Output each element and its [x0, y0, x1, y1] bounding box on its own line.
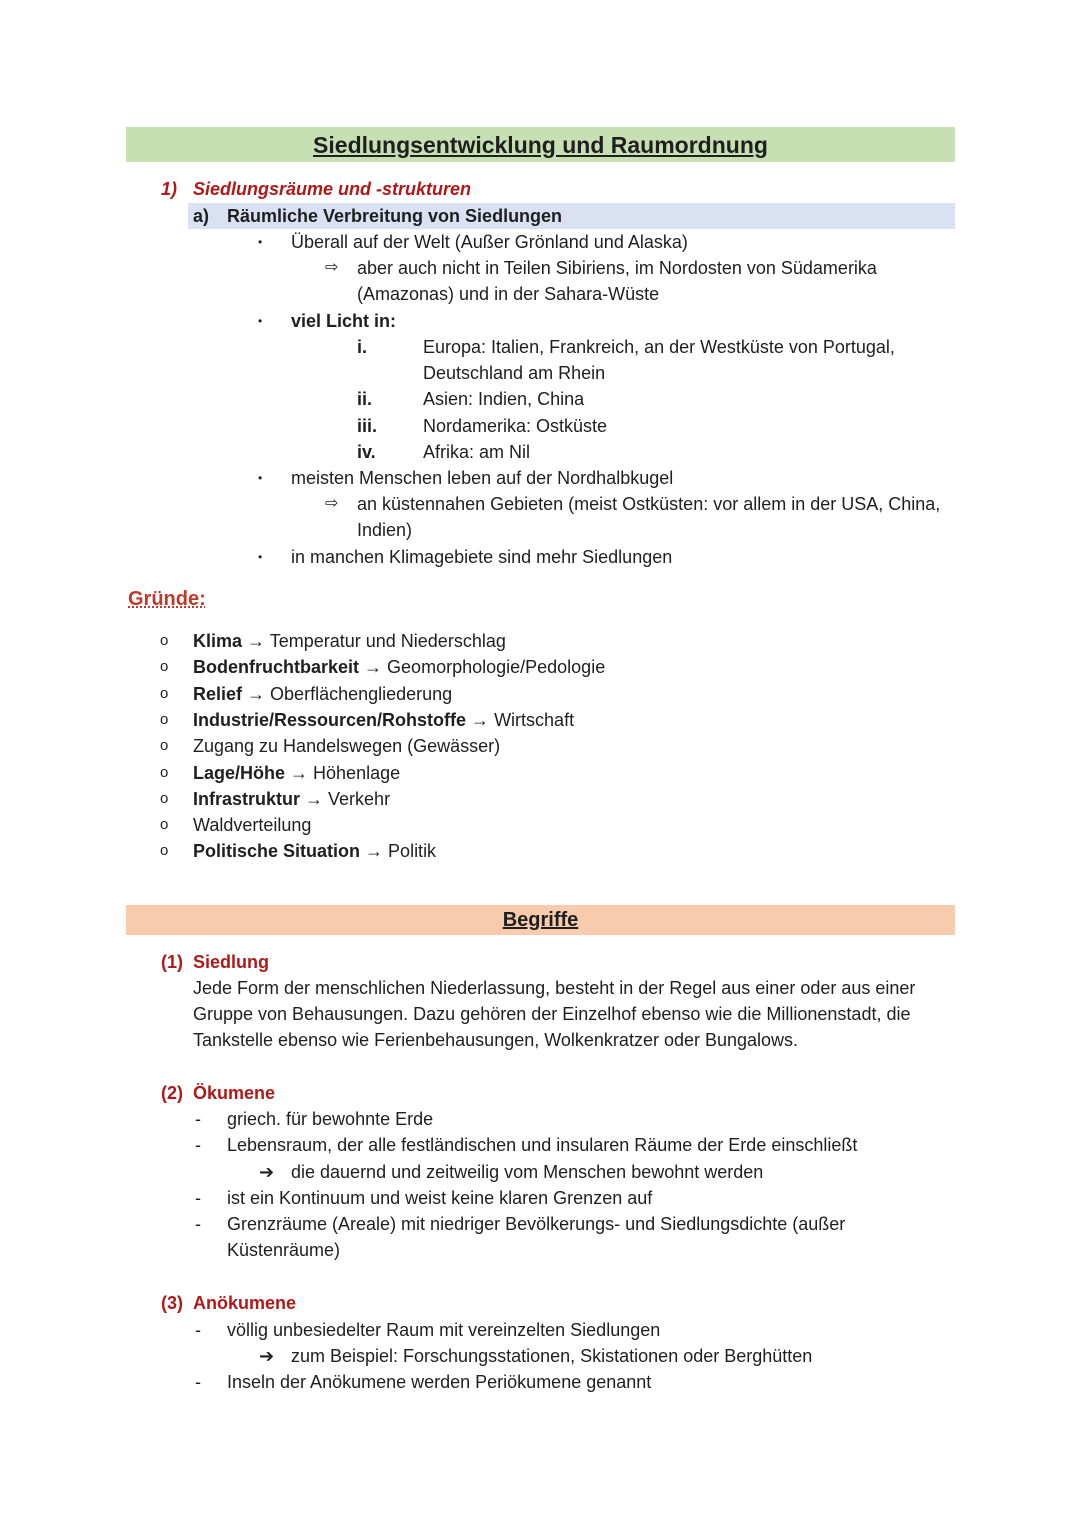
term-2-number: (2)	[161, 1083, 183, 1103]
gruende-item	[193, 760, 400, 786]
bullet-dot: •	[258, 550, 263, 564]
page-title: Siedlungsentwicklung und Raumordnung	[313, 132, 768, 158]
gruende-item-term: Klima	[193, 631, 243, 651]
roman-num: i.	[357, 337, 368, 357]
right-arrow-icon: ➔	[259, 1162, 275, 1182]
term-3-heading: Anökumene	[193, 1293, 297, 1313]
gruende-item-term: Politische Situation	[193, 841, 361, 861]
circle-bullet-icon: o	[160, 790, 169, 807]
bullet-3-text: meisten Menschen leben auf der Nordhalbkugel	[291, 468, 674, 488]
dash-marker: -	[195, 1320, 201, 1340]
gruende-item-term: Industrie/Ressourcen/Rohstoffe	[193, 710, 467, 730]
begriffe-title: Begriffe	[502, 909, 579, 931]
subsection-a-heading: Räumliche Verbreitung von Siedlungen	[227, 206, 563, 226]
term-3-d1: völlig unbesiedelter Raum mit vereinzelten Siedlungen	[227, 1320, 661, 1340]
right-arrow-icon: →	[359, 657, 388, 677]
section-1-heading: Siedlungsräume und -strukturen	[193, 179, 472, 199]
term-2-d1: griech. für bewohnte Erde	[227, 1109, 434, 1129]
title-band	[126, 127, 955, 162]
roman-text: Deutschland am Rhein	[423, 363, 606, 383]
gruende-item-term: Lage/Höhe	[193, 763, 286, 783]
hollow-arrow-icon: ⇨	[325, 259, 339, 276]
roman-text: Nordamerika: Ostküste	[423, 416, 608, 436]
term-1-line3: Tankstelle ebenso wie Ferienbehausungen, Wolkenkratzer oder Bungalows.	[193, 1030, 799, 1050]
term-1-line1: Jede Form der menschlichen Niederlassung, besteht in der Regel aus einer oder aus einer	[193, 978, 916, 998]
gruende-item-detail: Temperatur und Niederschlag	[269, 631, 506, 651]
circle-bullet-icon: o	[160, 764, 169, 781]
term-1-line2: Gruppe von Behausungen. Dazu gehören der Einzelhof ebenso wie die Millionenstadt, die	[193, 1004, 911, 1024]
circle-bullet-icon: o	[160, 737, 169, 754]
bullet-dot: •	[258, 235, 263, 249]
bullet-3-sub-line2: Indien)	[357, 520, 413, 540]
circle-bullet-icon: o	[160, 816, 169, 833]
circle-bullet-icon: o	[160, 658, 169, 675]
right-arrow-icon: →	[300, 789, 329, 809]
roman-text: Afrika: am Nil	[423, 442, 531, 462]
begriffe-band	[126, 905, 955, 935]
gruende-item-text: Zugang zu Handelswegen (Gewässer)	[193, 736, 501, 756]
dash-marker: -	[195, 1188, 201, 1208]
subsection-a-letter: a)	[193, 206, 210, 226]
gruende-item	[193, 786, 390, 812]
bullet-dot: •	[258, 471, 263, 485]
gruende-item-detail: Wirtschaft	[494, 710, 575, 730]
gruende-item-text: Waldverteilung	[193, 815, 312, 835]
roman-text: Asien: Indien, China	[423, 389, 585, 409]
circle-bullet-icon: o	[160, 632, 169, 649]
term-2-d2: Lebensraum, der alle festländischen und insularen Räume der Erde einschließt	[227, 1135, 858, 1155]
term-2-d2-sub: die dauernd und zeitweilig vom Menschen bewohnt werden	[291, 1162, 764, 1182]
term-1-number: (1)	[161, 952, 183, 972]
bullet-1-sub-line2: (Amazonas) und in der Sahara-Wüste	[357, 284, 660, 304]
gruende-item-term: Infrastruktur	[193, 789, 301, 809]
gruende-item	[193, 628, 506, 654]
gruende-item	[193, 838, 436, 864]
section-1-number: 1)	[161, 179, 178, 199]
gruende-item	[193, 733, 500, 759]
bullet-3-sub-line1: an küstennahen Gebieten (meist Ostküsten: vor allem in der USA, China,	[357, 494, 941, 514]
right-arrow-icon: →	[242, 684, 271, 704]
right-arrow-icon: →	[285, 763, 314, 783]
dash-marker: -	[195, 1214, 201, 1234]
dash-marker: -	[195, 1109, 201, 1129]
roman-num: ii.	[357, 389, 373, 409]
hollow-arrow-icon: ⇨	[325, 495, 339, 512]
roman-num: iii.	[357, 416, 378, 436]
circle-bullet-icon: o	[160, 711, 169, 728]
bullet-4-text: in manchen Klimagebiete sind mehr Siedlungen	[291, 547, 673, 567]
right-arrow-icon: →	[360, 841, 389, 861]
term-2-d4-line1: Grenzräume (Areale) mit niedriger Bevölkerungs- und Siedlungsdichte (außer	[227, 1214, 846, 1234]
gruende-item	[193, 681, 452, 707]
term-2-d4-line2: Küstenräume)	[227, 1240, 341, 1260]
circle-bullet-icon: o	[160, 685, 169, 702]
roman-num: iv.	[357, 442, 376, 462]
gruende-item-detail: Oberflächengliederung	[270, 684, 453, 704]
gruende-item-detail: Geomorphologie/Pedologie	[387, 657, 606, 677]
dash-marker: -	[195, 1135, 201, 1155]
term-3-d2: Inseln der Anökumene werden Periökumene genannt	[227, 1372, 652, 1392]
right-arrow-icon: ➔	[259, 1346, 275, 1366]
right-arrow-icon: →	[242, 631, 270, 651]
gruende-heading: Gründe:	[128, 588, 206, 610]
bullet-dot: •	[258, 314, 263, 328]
gruende-item-term: Bodenfruchtbarkeit	[193, 657, 360, 677]
gruende-item	[193, 707, 574, 733]
gruende-item-detail: Politik	[388, 841, 437, 861]
gruende-item	[193, 654, 605, 680]
bullet-1-sub-line1: aber auch nicht in Teilen Sibiriens, im Nordosten von Südamerika	[357, 258, 877, 278]
term-3-number: (3)	[161, 1293, 183, 1313]
term-1-heading: Siedlung	[193, 952, 269, 972]
circle-bullet-icon: o	[160, 842, 169, 859]
gruende-item-detail: Verkehr	[328, 789, 391, 809]
gruende-item-term: Relief	[193, 684, 243, 704]
term-3-d1-sub: zum Beispiel: Forschungsstationen, Skistationen oder Berghütten	[291, 1346, 813, 1366]
dash-marker: -	[195, 1372, 201, 1392]
right-arrow-icon: →	[466, 710, 495, 730]
term-2-d3: ist ein Kontinuum und weist keine klaren Grenzen auf	[227, 1188, 653, 1208]
roman-text: Europa: Italien, Frankreich, an der Westküste von Portugal,	[423, 337, 895, 357]
bullet-2-text: viel Licht in:	[291, 311, 397, 331]
gruende-item-detail: Höhenlage	[313, 763, 401, 783]
gruende-item	[193, 812, 311, 838]
term-2-heading: Ökumene	[193, 1083, 276, 1103]
bullet-1-text: Überall auf der Welt (Außer Grönland und Alaska)	[291, 232, 688, 252]
